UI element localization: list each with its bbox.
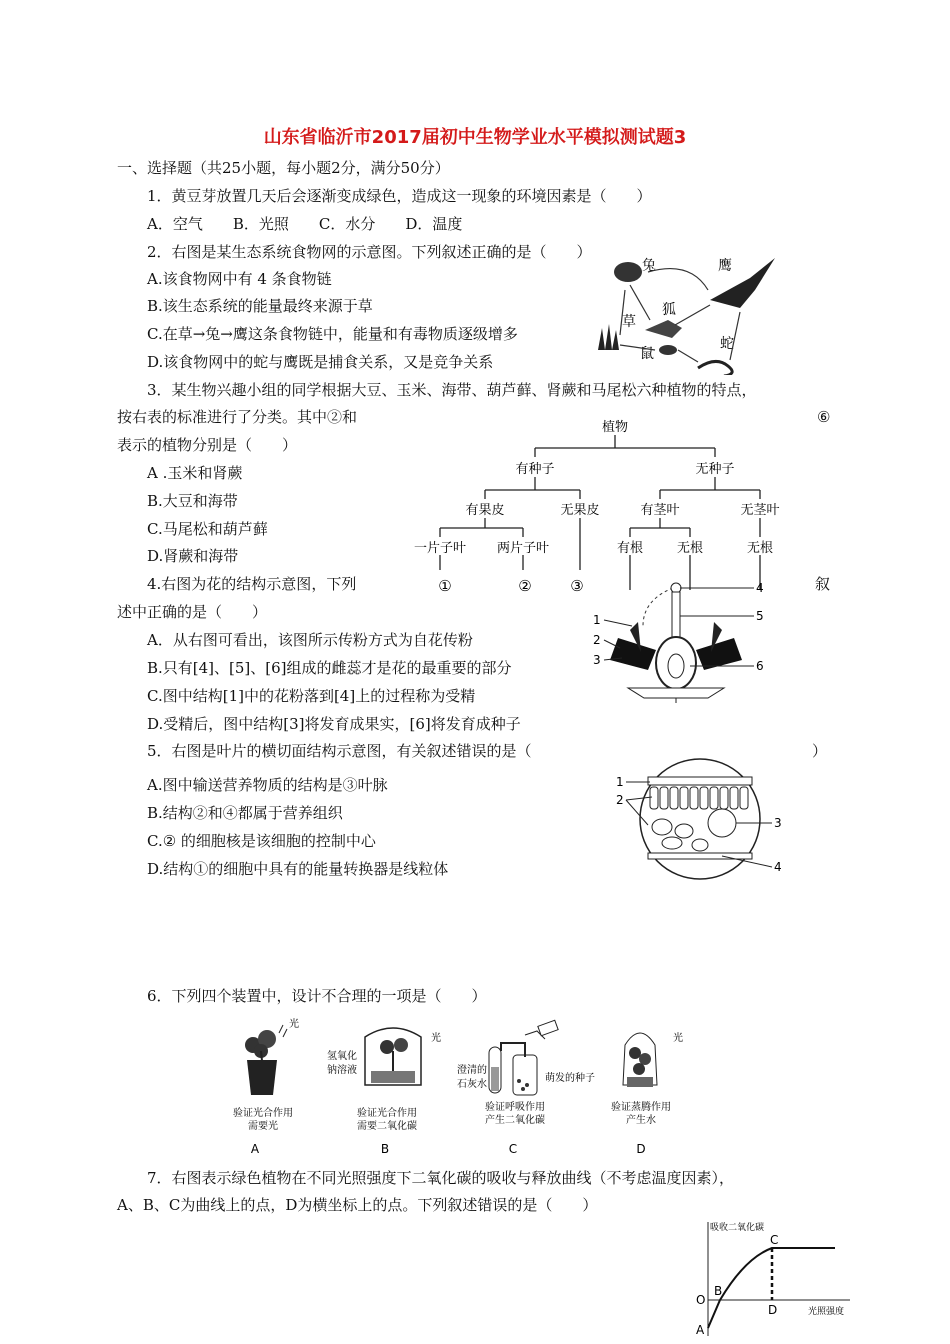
seeds-label: 萌发的种子 [545,1073,595,1084]
eagle-label: 鹰 [718,258,732,274]
flower-label-6: 6 [756,659,764,673]
caption-b-1: 验证光合作用 [357,1108,417,1119]
tree-noseed: 无种子 [695,462,735,477]
q3-option-d: D.肾蕨和海带 [147,547,239,565]
caption-b-2: 需要二氧化碳 [357,1121,417,1132]
caption-c-2: 产生二氧化碳 [485,1115,545,1126]
q3-line2: 按右表的标准进行了分类。其中②和 [117,408,358,426]
tree-c3: ③ [570,577,584,595]
caption-a-1: 验证光合作用 [233,1108,293,1119]
chart-point-b: B [714,1284,723,1298]
q2-option-b: B.该生态系统的能量最终来源于草 [147,297,373,315]
classification-tree [405,415,795,600]
q1-options: A．空气 B．光照 C．水分 D．温度 [147,215,463,233]
q4-tail: 叙 [815,575,831,593]
chart-origin: O [696,1293,706,1307]
tree-c2: ② [518,577,532,595]
q6-stem: 6．下列四个装置中，设计不合理的一项是（ ） [147,987,487,1005]
q1-stem: 1．黄豆芽放置几天后会逐渐变成绿色，造成这一现象的环境因素是（ ） [147,187,652,205]
flower-structure-figure [588,578,778,703]
q4-option-c: C.图中结构[1]中的花粉落到[4]上的过程称为受精 [147,687,476,705]
leaf-cross-section-figure [612,755,802,885]
chart-ylabel: 吸收二氧化碳 [710,1223,765,1233]
q4-option-b: B.只有[4]、[5]、[6]组成的雌蕊才是花的最重要的部分 [147,659,512,677]
lime-label-1: 澄清的 [457,1065,487,1076]
food-web-figure [590,250,790,375]
q3-option-a: A .玉米和肾蕨 [147,464,243,482]
q3-option-b: B.大豆和海带 [147,492,238,510]
mouse-icon [659,345,677,355]
naoh-label-1: 氢氧化 [327,1051,357,1062]
section-heading: 一、选择题（共25小题，每小题2分，满分50分） [117,159,450,177]
flower-label-1: 1 [593,613,601,627]
q2-stem: 2．右图是某生态系统食物网的示意图。下列叙述正确的是（ ） [147,243,592,261]
tree-seed: 有种子 [515,462,555,477]
naoh-label-2: 钠溶液 [327,1065,357,1076]
snake-icon [698,361,732,375]
tree-c1: ① [438,577,452,595]
leaf-label-2: 2 [616,793,624,807]
flower-label-5: 5 [756,609,764,623]
tree-noroot: 无根 [676,541,704,556]
q3-line1: 3．某生物兴趣小组的同学根据大豆、玉米、海带、葫芦藓、肾蕨和马尾松六种植物的特点， [147,381,757,399]
q2-option-d: D.该食物网中的蛇与鹰既是捕食关系，又是竞争关系 [147,353,494,371]
q7-line1: 7．右图表示绿色植物在不同光照强度下二氧化碳的吸收与释放曲线（不考虑温度因素）， [147,1169,735,1187]
flower-label-4: 4 [756,581,764,595]
tree-peel: 有果皮 [465,503,505,518]
q4-option-d: D.受精后，图中结构[3]将发育成果实，[6]将发育成种子 [147,715,521,733]
chart-xlabel: 光照强度 [808,1307,845,1317]
tree-root: 植物 [601,420,629,435]
caption-d-2: 产生水 [626,1115,656,1126]
snake-label: 蛇 [720,336,734,352]
q4-line1: 4.右图为花的结构示意图，下列 [147,575,357,593]
rabbit-icon [614,262,642,282]
tree-di: 两片子叶 [496,541,550,556]
light-label-b: 光 [431,1033,441,1044]
chart-point-a: A [696,1323,705,1337]
tree-nopeel: 无果皮 [560,503,600,518]
light-label-d: 光 [673,1033,683,1044]
chart-point-c: C [770,1233,779,1247]
rabbit-label: 兔 [642,258,656,274]
grass-icon [598,324,619,350]
light-label-a: 光 [289,1019,299,1030]
tree-noroot2: 无根 [746,541,774,556]
leaf-label-4: 4 [774,860,782,874]
co2-curve-chart [690,1218,860,1340]
q3-circ6: ⑥ [817,408,831,426]
q2-option-a: A.该食物网中有 4 条食物链 [147,270,332,288]
letter-c: C [508,1142,518,1156]
q4-option-a: A．从右图可看出，该图所示传粉方式为自花传粉 [147,631,473,649]
q3-option-c: C.马尾松和葫芦藓 [147,520,268,538]
letter-b: B [380,1142,390,1156]
q5-option-a: A.图中输送营养物质的结构是③叶脉 [147,776,388,794]
tree-nostem: 无茎叶 [740,503,780,518]
lime-label-2: 石灰水 [457,1079,487,1090]
tree-mono: 一片子叶 [413,541,467,556]
page-title: 山东省临沂市2017届初中生物学业水平模拟测试题3 [263,127,687,148]
q2-option-c: C.在草→兔→鹰这条食物链中，能量和有毒物质逐级增多 [147,325,518,343]
q4-line2: 述中正确的是（ ） [117,603,268,621]
q3-line3: 表示的植物分别是（ ） [117,436,298,454]
flower-label-3: 3 [593,653,601,667]
leaf-label-3: 3 [774,816,782,830]
q5-option-c: C.② 的细胞核是该细胞的控制中心 [147,832,376,850]
caption-d-1: 验证蒸腾作用 [611,1102,671,1113]
fox-icon [645,320,682,338]
flower-label-2: 2 [593,633,601,647]
tree-stem: 有茎叶 [640,503,680,518]
letter-d: D [636,1142,646,1156]
caption-c-1: 验证呼吸作用 [485,1102,545,1113]
mouse-label: 鼠 [640,346,654,362]
tree-root1: 有根 [616,541,644,556]
q5-option-d: D.结构①的细胞中具有的能量转换器是线粒体 [147,860,449,878]
q5-close: ） [812,742,828,760]
q7-line2: A、B、C为曲线上的点，D为横坐标上的点。下列叙述错误的是（ ） [117,1196,598,1214]
grass-label: 草 [622,314,636,330]
q5-stem: 5．右图是叶片的横切面结构示意图，有关叙述错误的是（ [147,742,532,760]
leaf-label-1: 1 [616,775,624,789]
caption-a-2: 需要光 [248,1121,278,1132]
experiment-setups-figure [225,1015,705,1160]
q5-option-b: B.结构②和④都属于营养组织 [147,804,343,822]
fox-label: 狐 [662,302,676,318]
chart-point-d: D [768,1303,778,1317]
letter-a: A [250,1142,260,1156]
